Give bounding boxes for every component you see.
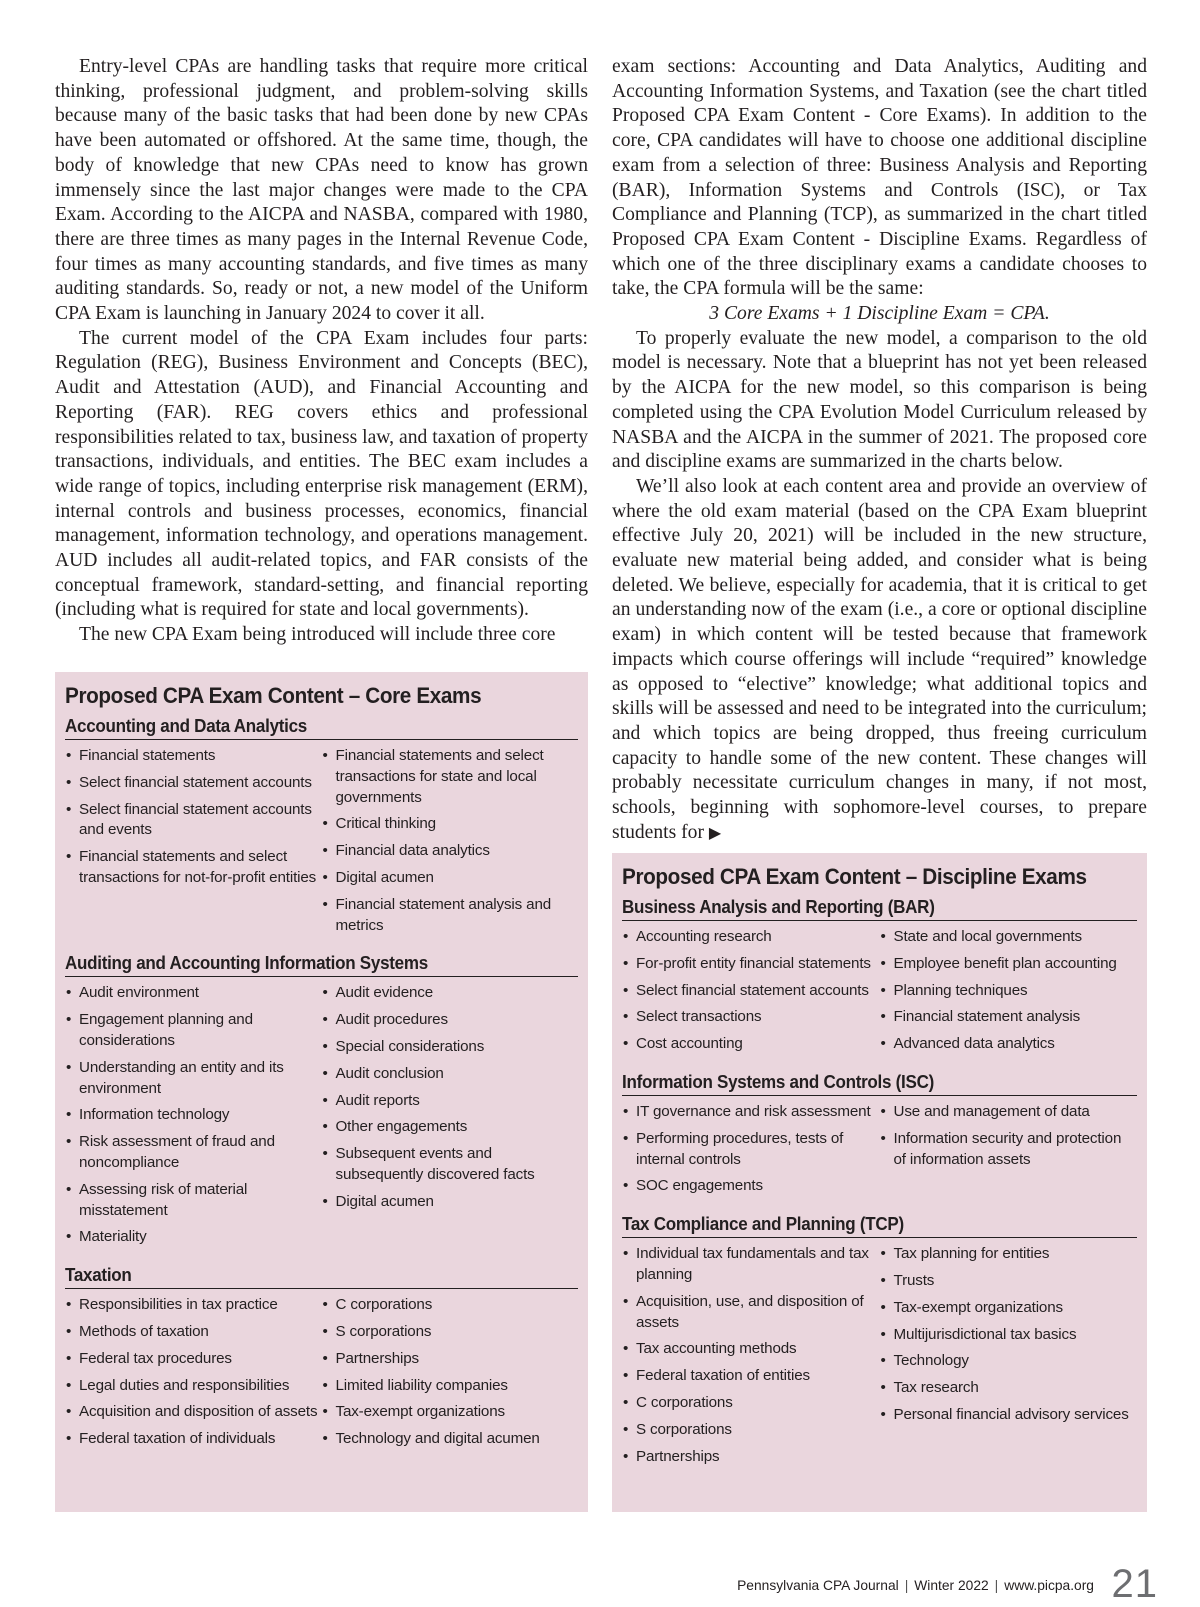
bullet-columns <box>622 1244 1137 1473</box>
section-title-text: Accounting and Data Analytics <box>65 715 307 736</box>
bullet-item: • C corporations <box>622 1393 880 1414</box>
bullet-item: • Select financial statement accounts and events <box>65 800 322 842</box>
bullet-item: • Tax-exempt organizations <box>880 1298 1138 1319</box>
bullet-item: • Understanding an entity and its environment <box>65 1058 322 1100</box>
chart-section <box>622 1213 1137 1473</box>
bullet-item: • S corporations <box>622 1420 880 1441</box>
bullet-item: • Subsequent events and subsequently discovered facts <box>322 1144 579 1186</box>
footer-credits <box>737 1578 1094 1593</box>
article-paragraph-text: We’ll also look at each content area and provide an overview of where the old exam material (based on the CPA Exam blueprint effective July 20, 2021) will be included in the new structure, evaluate new material being added, and consider what is being deleted. We believe, especially for academia, that it is critical to get an understanding now of the exam (i.e., a core or optional discipline exam) in which content will be tested because that framework impacts which course offerings will include “required” knowledge as opposed to “elective” knowledge; what additional topics and skills will be assessed and need to be integrated into the curriculum; and which topics are being dropped, thus freeing curriculum capacity to handle some of the new content. These changes will probably necessitate curriculum changes in many, if not most, schools, beginning with sophomore-level courses, to prepare students for <box>612 475 1147 843</box>
bullet-item: • Information technology <box>65 1105 322 1126</box>
section-title <box>65 952 578 977</box>
bullet-item: • Limited liability companies <box>322 1376 579 1397</box>
bullet-item: • S corporations <box>322 1322 579 1343</box>
bullet-item: • Federal tax procedures <box>65 1349 322 1370</box>
article-paragraph-continued: exam sections: Accounting and Data Analytics, Auditing and Accounting Information Systems, and Taxation (see the chart titled Proposed CPA Exam Content - Core Exams). In addition to the core, CPA candidates will have to choose one additional discipline exam from a selection of three: Business Analysis and Reporting (BAR), Information Systems and Controls (ISC), or Tax Compliance and Planning (TCP), as summarized in the chart titled Proposed CPA Exam Content - Discipline Exams. Regardless of which one of the three disciplinary exams a candidate chooses to take, the CPA formula will be the same: <box>612 56 1147 300</box>
chart-section <box>65 1264 578 1456</box>
bullet-list-right <box>880 1102 1138 1203</box>
bullet-item: • Performing procedures, tests of internal controls <box>622 1129 880 1171</box>
bullet-item: • Tax-exempt organizations <box>322 1402 579 1423</box>
chart-title: Proposed CPA Exam Content – Discipline Exams <box>622 864 1087 889</box>
bullet-item: • Federal taxation of individuals <box>65 1429 322 1450</box>
bullet-item: • Acquisition, use, and disposition of assets <box>622 1292 880 1334</box>
bullet-item: • Audit evidence <box>322 983 579 1004</box>
bullet-list-left <box>65 1295 322 1456</box>
bullet-item: • Technology and digital acumen <box>322 1429 579 1450</box>
bullet-list-right <box>880 1244 1138 1473</box>
bullet-columns <box>65 746 578 942</box>
bullet-list-left <box>622 1102 880 1203</box>
bullet-item: • Federal taxation of entities <box>622 1366 880 1387</box>
bullet-item: • Tax research <box>880 1378 1138 1399</box>
bullet-list-right <box>322 746 579 942</box>
bullet-item: • Select financial statement accounts <box>622 981 880 1002</box>
bullet-item: • Tax planning for entities <box>880 1244 1138 1265</box>
bullet-item: • Methods of taxation <box>65 1322 322 1343</box>
bullet-item: • Financial data analytics <box>322 841 579 862</box>
bullet-item: • SOC engagements <box>622 1176 880 1197</box>
article-paragraph: Entry-level CPAs are handling tasks that require more critical thinking, professional judgment, and problem-solving skills because many of the basic tasks that had been done by new CPAs have been automated or offshored. At the same time, though, the body of knowledge that new CPAs need to know has grown immensely since the last major changes were made to the CPA Exam. According to the AICPA and NASBA, compared with 1980, there are three times as many pages in the Internal Revenue Code, four times as many accounting standards, and five times as many auditing standards. So, ready or not, a new model of the Uniform CPA Exam is launching in January 2024 to cover it all. <box>55 56 588 325</box>
issue-date: Winter 2022 <box>914 1578 989 1593</box>
discipline-exams-chart <box>612 853 1147 1512</box>
bullet-list-right <box>880 927 1138 1061</box>
website-link[interactable]: www.picpa.org <box>1004 1578 1094 1593</box>
section-title <box>65 1264 578 1289</box>
section-title <box>622 896 1137 921</box>
chart-section <box>622 1071 1137 1203</box>
chart-sections <box>622 896 1137 1473</box>
bullet-list-left <box>622 927 880 1061</box>
bullet-item: • Use and management of data <box>880 1102 1138 1123</box>
footer-separator: | <box>994 1578 999 1593</box>
bullet-list-right <box>322 1295 579 1456</box>
bullet-item: • Acquisition and disposition of assets <box>65 1402 322 1423</box>
section-title-text: Tax Compliance and Planning (TCP) <box>622 1213 904 1235</box>
bullet-item: • Financial statement analysis <box>880 1007 1138 1028</box>
bullet-item: • Other engagements <box>322 1117 579 1138</box>
bullet-item: • Individual tax fundamentals and tax planning <box>622 1244 880 1286</box>
bullet-item: • Audit conclusion <box>322 1064 579 1085</box>
bullet-item: • Engagement planning and considerations <box>65 1010 322 1052</box>
cpa-formula: 3 Core Exams + 1 Discipline Exam = CPA. <box>709 303 1050 325</box>
bullet-item: • Audit environment <box>65 983 322 1004</box>
chart-title: Proposed CPA Exam Content – Core Exams <box>65 683 482 708</box>
bullet-list-left <box>65 746 322 942</box>
bullet-item: • Digital acumen <box>322 1192 579 1213</box>
bullet-item: • Materiality <box>65 1227 322 1248</box>
footer-separator: | <box>904 1578 909 1593</box>
bullet-columns <box>65 1295 578 1456</box>
page-footer <box>0 1562 1200 1606</box>
article-paragraph: To properly evaluate the new model, a comparison to the old model is necessary. Note that a blueprint has not yet been released by the AICPA for the new model, so this comparison is being completed using the CPA Evolution Model Curriculum released by NASBA and the AICPA in the summer of 2021. The proposed core and discipline exams are summarized in the charts below. <box>612 327 1147 473</box>
chart-section <box>622 896 1137 1061</box>
section-title-text: Information Systems and Controls (ISC) <box>622 1070 934 1092</box>
article-paragraph <box>612 475 1147 847</box>
bullet-item: • Digital acumen <box>322 868 579 889</box>
article-left-column <box>55 55 588 648</box>
page-number: 21 <box>1111 1562 1158 1606</box>
continue-arrow-icon: ▶ <box>708 824 722 842</box>
bullet-item: • Financial statements <box>65 746 322 767</box>
article-paragraph: The new CPA Exam being introduced will include three core <box>79 624 556 646</box>
article-right-column <box>612 55 1147 847</box>
section-title-text: Business Analysis and Reporting (BAR) <box>622 896 935 917</box>
bullet-item: • Select financial statement accounts <box>65 773 322 794</box>
bullet-item: • Technology <box>880 1351 1138 1372</box>
bullet-list-left <box>65 983 322 1254</box>
bullet-item: • Financial statement analysis and metrics <box>322 895 579 937</box>
bullet-item: • Multijurisdictional tax basics <box>880 1325 1138 1346</box>
section-title-text: Auditing and Accounting Information Systems <box>65 952 428 974</box>
core-exams-chart <box>55 672 588 1512</box>
bullet-item: • Assessing risk of material misstatement <box>65 1180 322 1222</box>
section-title <box>622 1071 1137 1096</box>
section-title <box>622 1213 1137 1238</box>
bullet-item: • Personal financial advisory services <box>880 1405 1138 1426</box>
bullet-list-right <box>322 983 579 1254</box>
bullet-item: • Legal duties and responsibilities <box>65 1376 322 1397</box>
bullet-item: • Planning techniques <box>880 981 1138 1002</box>
bullet-item: • Critical thinking <box>322 814 579 835</box>
bullet-item: • Advanced data analytics <box>880 1034 1138 1055</box>
bullet-item: • IT governance and risk assessment <box>622 1102 880 1123</box>
chart-section <box>65 715 578 942</box>
bullet-item: • Employee benefit plan accounting <box>880 954 1138 975</box>
chart-section <box>65 952 578 1254</box>
section-title <box>65 715 578 740</box>
bullet-item: • Financial statements and select transactions for not-for-profit entities <box>65 847 322 889</box>
bullet-list-left <box>622 1244 880 1473</box>
bullet-item: • Risk assessment of fraud and noncompliance <box>65 1132 322 1174</box>
bullet-item: • Tax accounting methods <box>622 1339 880 1360</box>
chart-sections <box>65 715 578 1456</box>
bullet-item: • Select transactions <box>622 1007 880 1028</box>
bullet-item: • Audit procedures <box>322 1010 579 1031</box>
bullet-item: • Trusts <box>880 1271 1138 1292</box>
bullet-columns <box>622 1102 1137 1203</box>
article-paragraph: The current model of the CPA Exam includes four parts: Regulation (REG), Business Environment and Concepts (BEC), Audit and Attestation (AUD), and Financial Accounting and Reporting (FAR). REG covers ethics and professional responsibilities related to tax, business law, and taxation of property transactions, individuals, and entities. The BEC exam includes a wide range of topics, including enterprise risk management (ERM), internal controls and business processes, economics, financial management, information technology, and operations management. AUD includes all audit-related topics, and FAR consists of the conceptual framework, standard-setting, and financial reporting (including what is required for state and local governments). <box>55 327 588 621</box>
bullet-item: • Cost accounting <box>622 1034 880 1055</box>
section-title-text: Taxation <box>65 1264 132 1286</box>
bullet-item: • Responsibilities in tax practice <box>65 1295 322 1316</box>
bullet-item: • Special considerations <box>322 1037 579 1058</box>
bullet-item: • Accounting research <box>622 927 880 948</box>
bullet-item: • Audit reports <box>322 1091 579 1112</box>
bullet-item: • Financial statements and select transactions for state and local governments <box>322 746 579 808</box>
bullet-item: • Information security and protection of information assets <box>880 1129 1138 1171</box>
bullet-item: • C corporations <box>322 1295 579 1316</box>
publication-name: Pennsylvania CPA Journal <box>737 1578 899 1593</box>
bullet-item: • Partnerships <box>322 1349 579 1370</box>
bullet-columns <box>622 927 1137 1061</box>
bullet-item: • For-profit entity financial statements <box>622 954 880 975</box>
bullet-item: • State and local governments <box>880 927 1138 948</box>
bullet-columns <box>65 983 578 1254</box>
bullet-item: • Partnerships <box>622 1447 880 1468</box>
